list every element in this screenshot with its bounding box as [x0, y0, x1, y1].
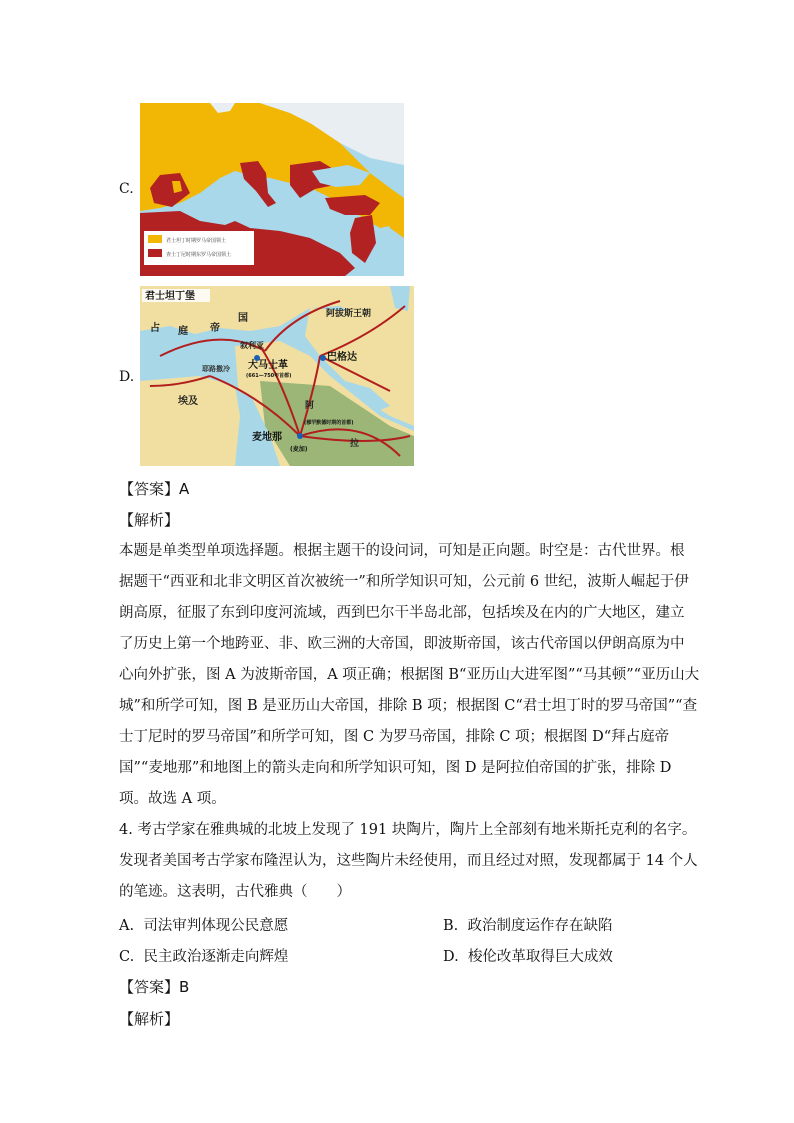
baghdad-dot [320, 355, 326, 361]
analysis-line: 国”“麦地那”和地图上的箭头走向和所学知识可知，图 D 是阿拉伯帝国的扩张，排除 D [119, 760, 672, 776]
medina-dot [297, 433, 303, 439]
analysis-line: 据题干“西亚和北非文明区首次被统一”和所学知识可知，公元前 6 世纪，波斯人崛起于伊 [119, 574, 689, 590]
map-d-egypt-land [140, 376, 240, 466]
analysis-line: 项。故选 A 项。 [119, 791, 226, 807]
option-a [119, 914, 288, 935]
legend-label: 查士丁尼时期东罗马帝国领土 [166, 252, 232, 258]
option-d [443, 945, 613, 966]
option-text: 民主政治逐渐走向辉煌 [143, 949, 289, 965]
arabia-label: 阿 [305, 401, 315, 411]
option-key: A. [119, 918, 135, 934]
legend-swatch [148, 249, 162, 257]
question-4 [119, 815, 698, 908]
analysis-line: 了历史上第一个地跨亚、非、欧三洲的大帝国，即波斯帝国，该古代帝国以伊朗高原为中 [119, 636, 685, 652]
empire-label: 占 [150, 323, 160, 334]
egypt-label: 埃及 [178, 396, 198, 407]
medina-label: 麦地那 [252, 432, 282, 443]
mecca-label: (麦加) [290, 446, 308, 453]
analysis-line: 士丁尼时的罗马帝国”和所学可知，图 C 为罗马帝国，排除 C 项；根据图 D“拜占庭帝 [119, 729, 670, 745]
option-key: C. [119, 949, 135, 965]
roman-empire-map [140, 103, 404, 276]
option-text: 梭伦改革取得巨大成效 [467, 949, 613, 965]
analysis-line: 本题是单类型单项选择题。根据主题干的设问词，可知是正向题。时空是：古代世界。根 [119, 543, 685, 559]
analysis-tag: 【解析】 [119, 511, 180, 529]
damascus-note: (661—750年首都) [246, 373, 292, 379]
answer-value: B [179, 978, 190, 996]
analysis-paragraph [119, 536, 700, 815]
answer-line-2 [119, 976, 189, 997]
option-c-label: C. [119, 181, 134, 197]
option-key: D. [443, 949, 459, 965]
option-d-label: D. [119, 369, 135, 385]
option-b [443, 914, 612, 935]
question-line: 的笔迹。这表明，古代雅典（ ） [119, 884, 351, 900]
empire-label: 庭 [178, 326, 188, 337]
arab-empire-map [140, 286, 414, 466]
analysis-line: 朗高原，征服了东到印度河流域，西到巴尔干半岛北部，包括埃及在内的广大地区，建立 [119, 605, 685, 621]
option-c [119, 945, 288, 966]
legend-label: 君士坦丁时期罗马帝国领土 [166, 238, 227, 244]
analysis-tag: 【解析】 [119, 1010, 180, 1028]
empire-label: 国 [238, 313, 248, 324]
answer-tag: 【答案】 [119, 480, 180, 498]
arabia-label: 拉 [350, 439, 360, 449]
answer-tag: 【答案】 [119, 978, 180, 996]
option-text: 政治制度运作存在缺陷 [467, 918, 613, 934]
question-line: 4. 考古学家在雅典城的北坡上发现了 191 块陶片，陶片上全部刻有地米斯托克利的名字。 [119, 822, 697, 838]
legend-swatch [148, 235, 162, 243]
jerusalem-label: 耶路撒冷 [202, 365, 230, 373]
option-text: 司法审判体现公民意愿 [143, 918, 289, 934]
abbasid-label: 阿拔斯王朝 [326, 309, 372, 319]
question-line: 发现者美国考古学家布隆涅认为，这些陶片未经使用，而且经过对照，发现都属于 14 个人 [119, 853, 698, 869]
constantinople-label: 君士坦丁堡 [145, 291, 195, 302]
analysis-line: 城”和所学可知，图 B 是亚历山大帝国，排除 B 项；根据图 C“君士坦丁时的罗马帝国”“查 [119, 698, 698, 714]
empire-label: 帝 [210, 323, 220, 334]
syria-label: 叙利亚 [240, 341, 264, 350]
medina-note: (穆罕默德时期的首都) [304, 420, 354, 426]
answer-line-1 [119, 478, 189, 499]
answer-value: A [179, 480, 190, 498]
analysis-line: 心向外扩张，图 A 为波斯帝国，A 项正确；根据图 B“亚历山大进军图”“马其顿”“亚历山大 [119, 667, 700, 683]
damascus-label: 大马士革 [248, 360, 288, 371]
baghdad-label: 巴格达 [327, 352, 357, 363]
option-key: B. [443, 918, 459, 934]
